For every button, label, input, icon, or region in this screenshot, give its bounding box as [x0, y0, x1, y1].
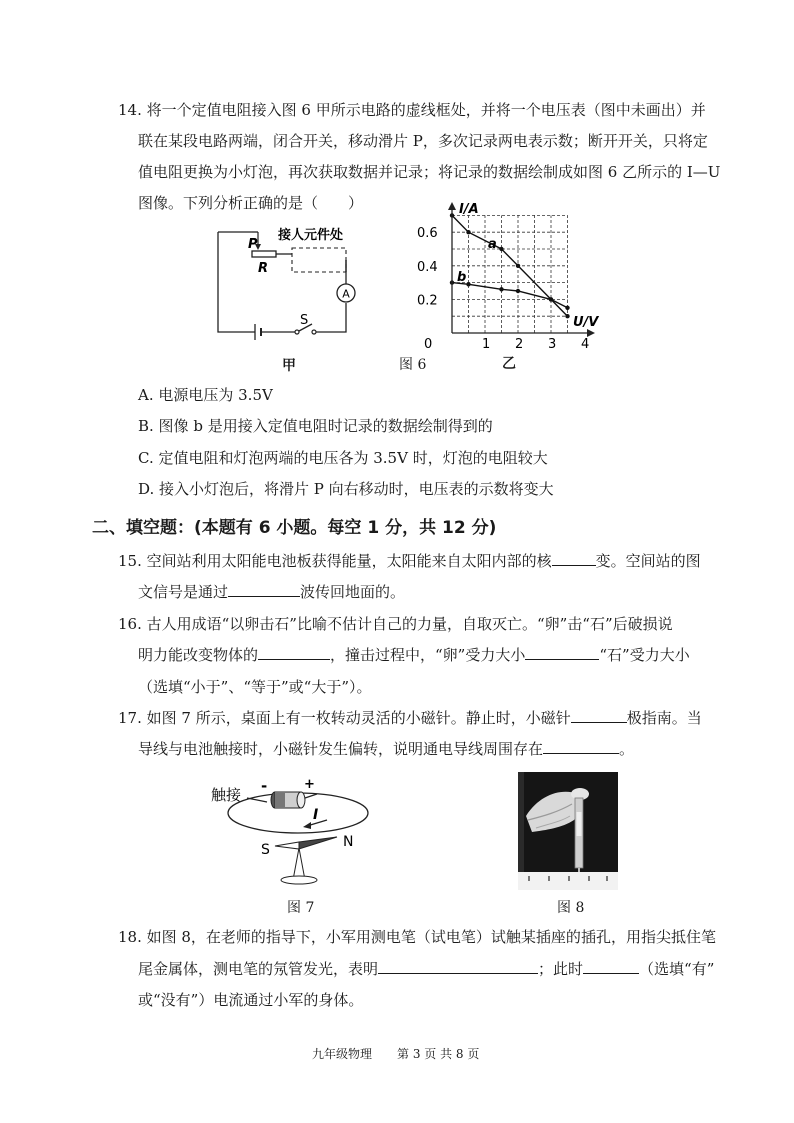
series-point-b — [549, 297, 553, 301]
q16-line-3: （选填“小于”、“等于”或“大于”）。 — [138, 678, 372, 696]
fig6-caption: 图 6 — [399, 357, 427, 373]
x-tick-label: 3 — [548, 337, 557, 352]
series-point-a — [516, 264, 520, 268]
q14-option-a: A. 电源电压为 3.5V — [138, 386, 273, 404]
slot-label: 接人元件处 — [278, 228, 344, 243]
q18-text-2a: 尾金属体，测电笔的氖管发光，表明 — [138, 960, 379, 978]
y-tick-label: 0.6 — [417, 226, 438, 242]
test-pen-photo — [518, 772, 618, 890]
pole-N-label: N — [343, 834, 354, 850]
q17-text-1b: 极指南。当 — [626, 709, 702, 727]
q15-blank-1[interactable] — [552, 551, 596, 566]
q17-blank-1[interactable] — [571, 708, 627, 723]
stand-base — [281, 876, 317, 884]
q18-blank-2[interactable] — [583, 959, 639, 974]
q17-text-1a: 17. 如图 7 所示，桌面上有一枚转动灵活的小磁针。静止时，小磁针 — [118, 709, 571, 727]
circuit-diagram — [200, 220, 360, 355]
needle-stand — [293, 848, 305, 880]
q17-blank-2[interactable] — [543, 739, 619, 754]
pole-S-label: S — [261, 842, 270, 858]
series-point-b — [565, 306, 569, 310]
q17-line-1 — [118, 708, 702, 728]
q16-text-2b: ，撞击过程中，“卵”受力大小 — [330, 646, 526, 664]
q18-text-2b: ；此时 — [538, 960, 584, 978]
q15-text-2a: 文信号是通过 — [138, 583, 229, 601]
current-I-label: I — [313, 807, 319, 823]
needle-south — [275, 842, 299, 849]
series-point-b — [516, 289, 520, 293]
fig7-caption: 图 7 — [287, 900, 315, 916]
current-arrow-icon — [303, 822, 311, 829]
component-slot-box — [292, 248, 346, 272]
x-tick-label: 1 — [482, 337, 491, 352]
x-axis-label: U/V — [573, 315, 599, 330]
curve-a-label: a — [488, 237, 497, 252]
origin-label: 0 — [424, 337, 433, 352]
battery-plus-label: + — [304, 777, 315, 792]
curve-b-label: b — [457, 270, 467, 285]
q16-line-2 — [138, 645, 690, 665]
q15-text-1b: 变。空间站的图 — [595, 552, 701, 570]
series-point-a — [565, 314, 569, 318]
y-axis-label: I/A — [459, 202, 479, 217]
battery-minus-label: - — [261, 777, 268, 795]
q18-line-1: 18. 如图 8，在老师的指导下，小军用测电笔（试电笔）试触某插座的插孔，用指尖抵住笔 — [118, 928, 716, 946]
q14-option-d: D. 接入小灯泡后，将滑片 P 向右移动时，电压表的示数将变大 — [138, 480, 554, 498]
x-tick-label: 4 — [581, 337, 590, 352]
ammeter-label: A — [342, 287, 350, 301]
resistor-R-label: R — [258, 261, 269, 276]
q15-line-1 — [118, 551, 701, 571]
q14-line-3: 值电阻更换为小灯泡，再次获取数据并记录；将记录的数据绘制成如图 6 乙所示的 I—U — [138, 163, 721, 181]
q18-text-2c: （选填“有” — [639, 960, 715, 978]
x-tick-label: 2 — [515, 337, 524, 352]
footer-page: 第 3 页 共 8 页 — [397, 1047, 480, 1061]
series-point-a — [466, 230, 470, 234]
q16-text-2a: 明力能改变物体的 — [138, 646, 259, 664]
needle-north — [299, 837, 337, 849]
q15-text-1a: 15. 空间站利用太阳能电池板获得能量，太阳能来自太阳内部的核 — [118, 552, 552, 570]
series-line-b — [452, 283, 568, 308]
y-tick-label: 0.2 — [417, 293, 438, 309]
series-point-b — [466, 282, 470, 286]
q14-option-c: C. 定值电阻和灯泡两端的电压各为 3.5V 时，灯泡的电阻较大 — [138, 449, 548, 467]
q18-blank-1[interactable] — [378, 959, 538, 974]
iu-chart — [415, 197, 605, 357]
slider-P-label: P — [248, 237, 258, 252]
q15-blank-2[interactable] — [228, 582, 300, 597]
q16-blank-1[interactable] — [258, 645, 330, 660]
q18-line-2 — [138, 959, 714, 979]
q15-line-2 — [138, 582, 405, 602]
battery-icon — [271, 792, 305, 808]
q16-line-1: 16. 古人用成语“以卵击石”比喻不估计自己的力量，自取灭亡。“卵”击“石”后破损说 — [118, 615, 673, 633]
q17-text-2a: 导线与电池触接时，小磁针发生偏转，说明通电导线周围存在 — [138, 740, 544, 758]
q16-blank-2[interactable] — [525, 645, 599, 660]
switch-S-label: S — [300, 313, 309, 328]
touch-label: 触接 — [211, 786, 242, 804]
q17-text-2b: 。 — [619, 740, 635, 758]
q16-text-2c: “石”受力大小 — [599, 646, 690, 664]
fig6-sub-a: 甲 — [282, 358, 296, 374]
series-point-b — [499, 287, 503, 291]
y-tick-label: 0.4 — [417, 259, 438, 275]
compass-figure — [205, 768, 385, 893]
q14-line-2: 联在某段电路两端，闭合开关，移动滑片 P，多次记录两电表示数；断开开关，只将定 — [138, 132, 708, 150]
q14-line-1: 14. 将一个定值电阻接入图 6 甲所示电路的虚线框处，并将一个电压表（图中未画出）并 — [118, 101, 706, 119]
q17-line-2 — [138, 739, 634, 759]
q14-line-4: 图像。下列分析正确的是（ ） — [138, 194, 364, 212]
footer-subject: 九年级物理 — [312, 1047, 373, 1061]
q14-option-b: B. 图像 b 是用接入定值电阻时记录的数据绘制得到的 — [138, 417, 493, 435]
q18-line-3: 或“没有”）电流通过小军的身体。 — [138, 991, 364, 1009]
fig6-sub-b: 乙 — [502, 356, 516, 372]
fig8-caption: 图 8 — [557, 900, 585, 916]
q15-text-2b: 波传回地面的。 — [300, 583, 406, 601]
section-heading: 二、填空题：(本题有 6 小题。每空 1 分，共 12 分) — [92, 518, 497, 538]
series-point-a — [499, 247, 503, 251]
